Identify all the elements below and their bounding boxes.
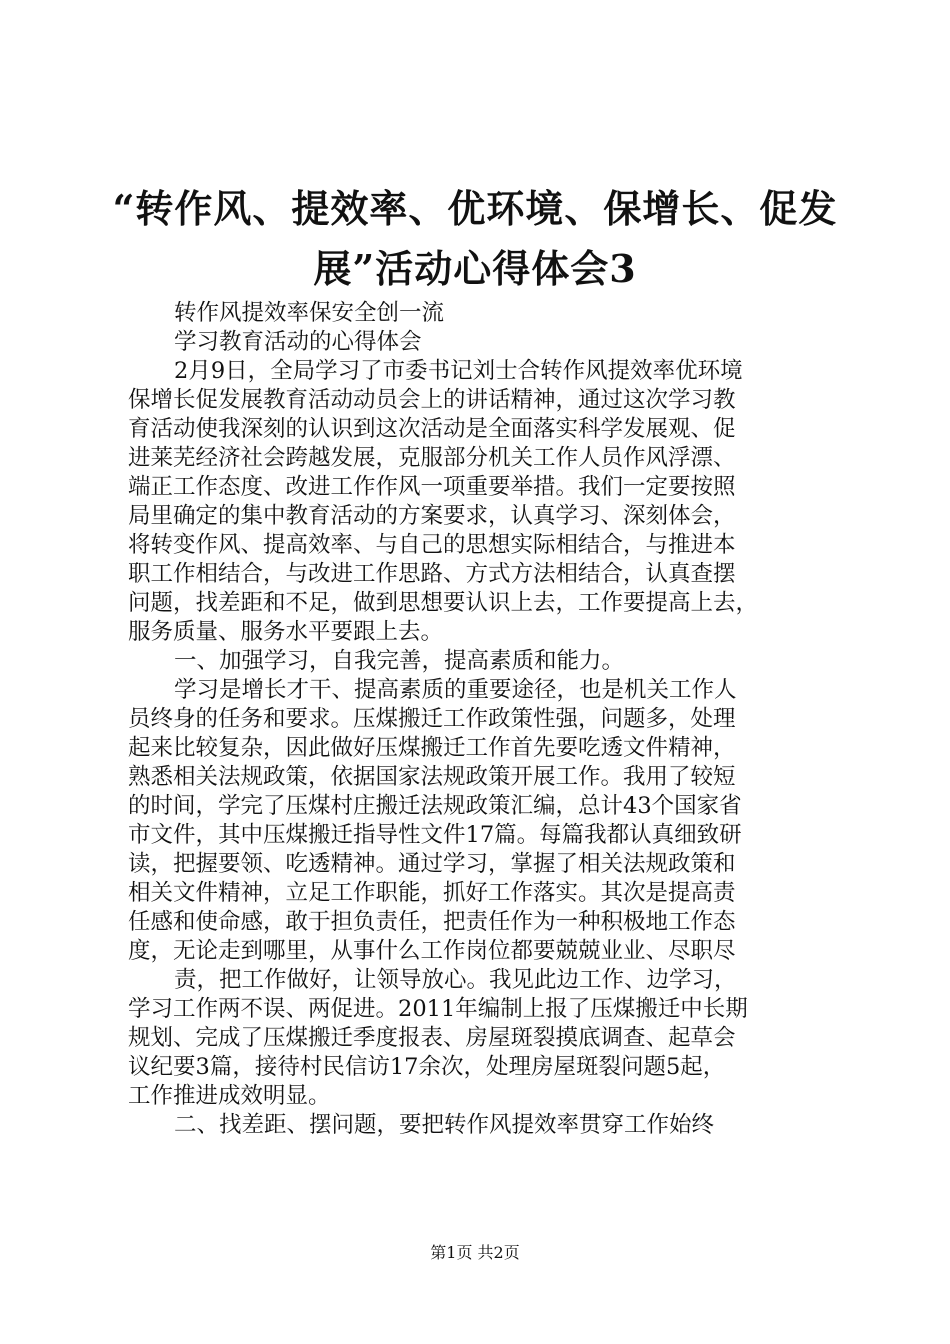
- body-line: 2月9日，全局学习了市委书记刘士合转作风提效率优环境: [174, 358, 743, 384]
- body-line: 起来比较复杂，因此做好压煤搬迁工作首先要吃透文件精神，: [128, 735, 736, 761]
- body-line: 端正工作态度、改进工作作风一项重要举措。我们一定要按照: [128, 474, 736, 500]
- body-line: 相关文件精神，立足工作职能，抓好工作落实。其次是提高责: [128, 880, 736, 906]
- page-number-footer: 第1页 共2页: [430, 1243, 520, 1262]
- body-line: 职工作相结合，与改进工作思路、方式方法相结合，认真查摆: [128, 561, 736, 587]
- document-title-line-1: “转作风、提效率、优环境、保增长、促发: [112, 186, 838, 231]
- body-line: 进莱芜经济社会跨越发展，克服部分机关工作人员作风浮漂、: [128, 445, 736, 471]
- body-line: 问题，找差距和不足，做到思想要认识上去，工作要提高上去，: [128, 590, 759, 616]
- document-title-line-2: 展”活动心得体会3: [313, 246, 637, 291]
- section-heading: 二、找差距、摆问题，要把转作风提效率贯穿工作始终: [174, 1112, 715, 1138]
- body-line: 议纪要3篇，接待村民信访17余次，处理房屋斑裂问题5起，: [128, 1054, 726, 1080]
- body-line: 学习教育活动的心得体会: [174, 329, 422, 355]
- body-line: 服务质量、服务水平要跟上去。: [128, 619, 444, 645]
- body-line: 熟悉相关法规政策，依据国家法规政策开展工作。我用了较短: [128, 764, 736, 790]
- body-line: 保增长促发展教育活动动员会上的讲话精神，通过这次学习教: [128, 387, 736, 413]
- body-line: 度，无论走到哪里，从事什么工作岗位都要兢兢业业、尽职尽: [128, 938, 736, 964]
- body-line: 员终身的任务和要求。压煤搬迁工作政策性强，问题多，处理: [128, 706, 736, 732]
- body-line: 规划、完成了压煤搬迁季度报表、房屋斑裂摸底调查、起草会: [128, 1025, 736, 1051]
- body-line: 工作推进成效明显。: [128, 1083, 331, 1109]
- body-line: 转作风提效率保安全创一流: [174, 300, 445, 326]
- body-line: 学习是增长才干、提高素质的重要途径，也是机关工作人: [174, 677, 737, 703]
- body-line: 学习工作两不误、两促进。2011年编制上报了压煤搬迁中长期: [128, 996, 748, 1022]
- body-line: 局里确定的集中教育活动的方案要求，认真学习、深刻体会，: [128, 503, 736, 529]
- body-line: 责，把工作做好，让领导放心。我见此边工作、边学习，: [174, 967, 737, 993]
- body-line: 育活动使我深刻的认识到这次活动是全面落实科学发展观、促: [128, 416, 736, 442]
- section-heading: 一、加强学习，自我完善，提高素质和能力。: [174, 648, 625, 674]
- body-line: 的时间，学完了压煤村庄搬迁法规政策汇编，总计43个国家省: [128, 793, 742, 819]
- body-line: 任感和使命感，敢于担负责任，把责任作为一种积极地工作态: [128, 909, 736, 935]
- body-line: 读，把握要领、吃透精神。通过学习，掌握了相关法规政策和: [128, 851, 736, 877]
- body-line: 将转变作风、提高效率、与自己的思想实际相结合，与推进本: [128, 532, 736, 558]
- document-body: [128, 299, 830, 1140]
- body-line: 市文件，其中压煤搬迁指导性文件17篇。每篇我都认真细致研: [128, 822, 742, 848]
